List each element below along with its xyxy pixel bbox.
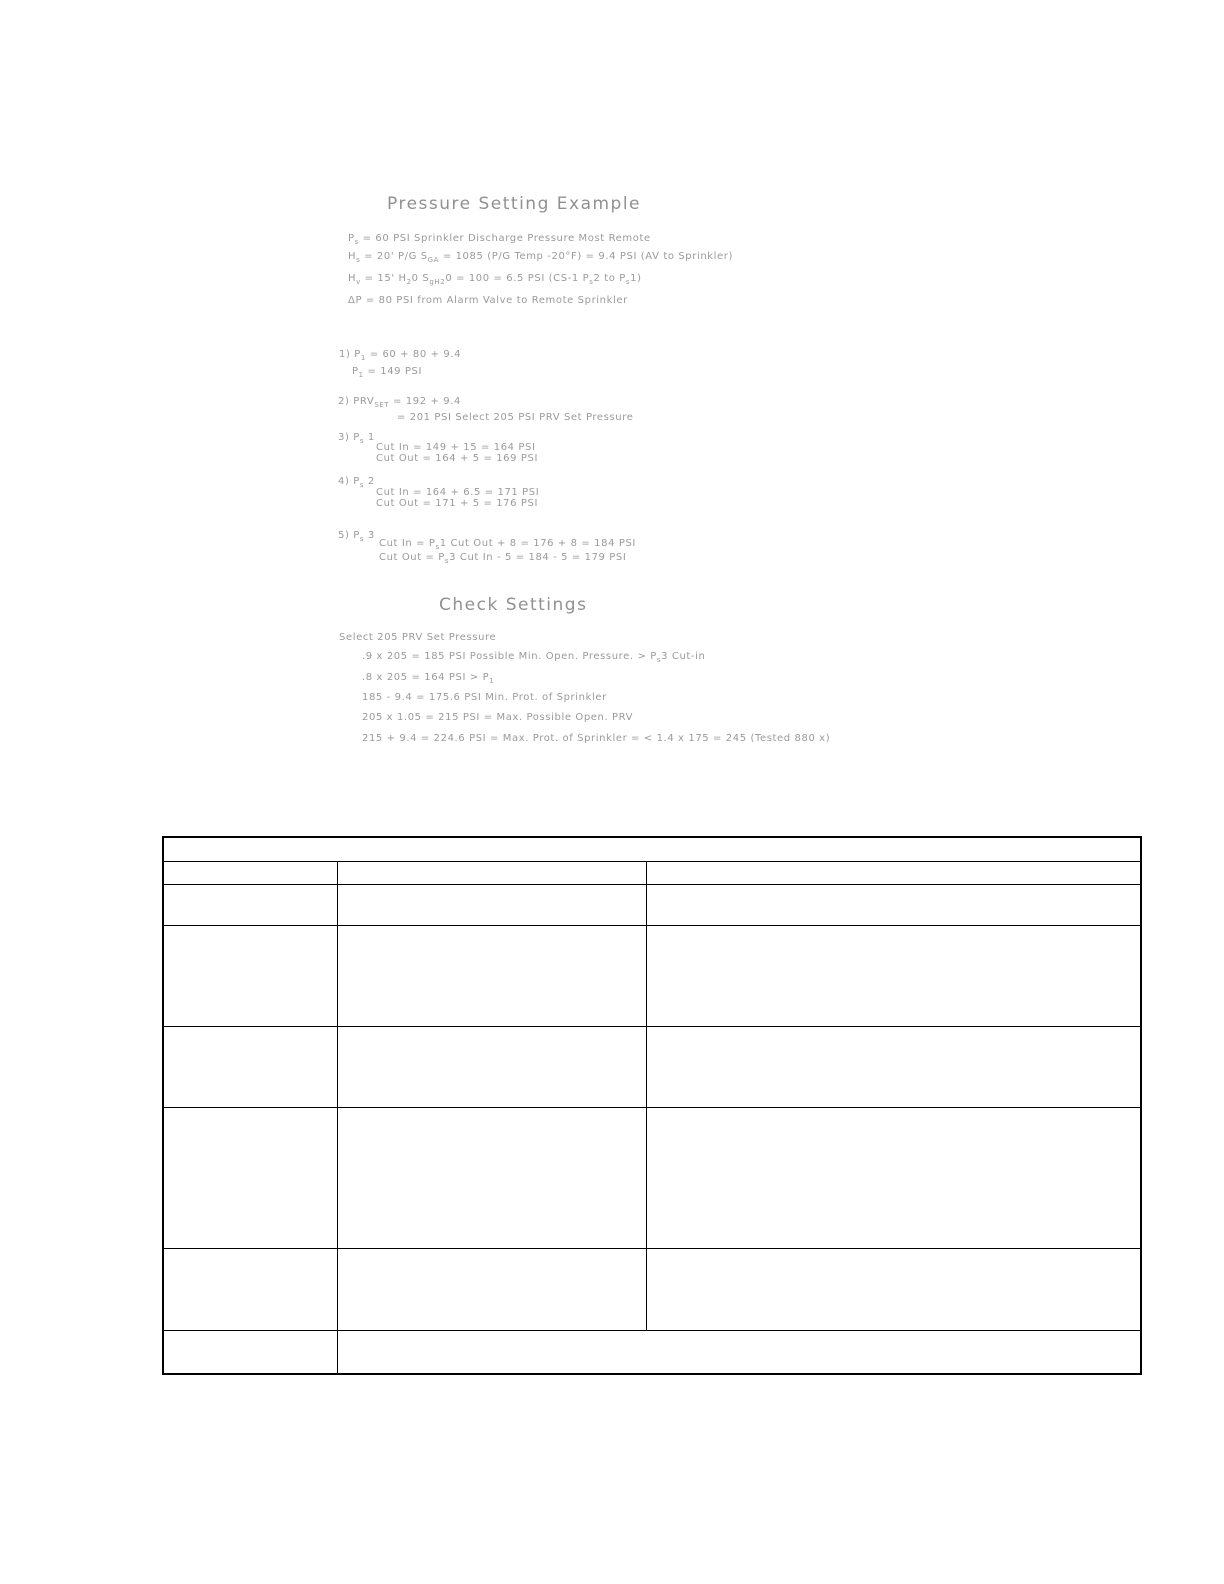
table-row-divider (164, 861, 1140, 862)
step-3: 3) $P_s$ 1 (338, 432, 375, 445)
check-line-4: 205 x 1.05 = 215 PSI = Max. Possible Open. PRV (362, 712, 634, 723)
step-5: 5) $P_s$ 3 (338, 530, 375, 543)
step-3-cut-out: Cut Out = 164 + 5 = 169 PSI (376, 453, 539, 464)
check-intro: Select 205 PRV Set Pressure (339, 632, 497, 643)
step-2b: = 201 PSI Select 205 PSI PRV Set Pressure (397, 412, 634, 423)
step-5-cut-out: Cut Out = $P_s3$ Cut In - 5 = 184 - 5 = 179 PSI (379, 552, 627, 565)
step-4-cut-out: Cut Out = 171 + 5 = 176 PSI (376, 498, 539, 509)
empty-table (162, 836, 1142, 1375)
step-2a: 2) $PRV_{SET} = 192 + 9.4$ (338, 396, 461, 409)
table-col-divider (646, 861, 647, 1330)
table-row-divider (164, 1026, 1140, 1027)
step-1b: $P_1 = 149$ PSI (352, 366, 423, 379)
check-title: Check Settings (439, 595, 588, 615)
table-row-divider (164, 884, 1140, 885)
table-row-divider (164, 1107, 1140, 1108)
check-line-3: 185 - 9.4 = 175.6 PSI Min. Prot. of Sprinkler (362, 692, 607, 703)
given-ps: $P_s = 60$ PSI Sprinkler Discharge Pressure Most Remote (348, 233, 651, 246)
step-1a: 1) $P_1 = 60 + 80 + 9.4$ (339, 349, 462, 362)
check-line-2: .8 x 205 = 164 PSI > $P_1$ (362, 672, 495, 685)
table-row-divider (164, 1330, 1140, 1331)
given-hv: $H_v = 15'$ $H_20$ $S_{gH2}0 = 100 = 6.5$ PSI (CS-1 $P_s2$ to $P_s1$) (348, 273, 642, 286)
table-col-divider (337, 861, 338, 1373)
given-hs: $H_s = 20'$ P/G $S_{GA} = 1085$ (P/G Temp -20°F) = 9.4 PSI (AV to Sprinkler) (348, 251, 733, 264)
check-line-5: 215 + 9.4 = 224.6 PSI = Max. Prot. of Sprinkler = < 1.4 x 175 = 245 (Tested 880 x) (362, 733, 831, 744)
step-4-cut-in: Cut In = 164 + 6.5 = 171 PSI (376, 487, 540, 498)
table-row-divider (164, 925, 1140, 926)
table-row-divider (164, 1248, 1140, 1249)
step-5-cut-in: Cut $In = P_s1$ Cut Out + 8 = 176 + 8 = 184 PSI (379, 538, 636, 551)
example-title: Pressure Setting Example (387, 194, 642, 214)
step-4: 4) $P_s$ 2 (338, 476, 375, 489)
given-dp: ΔP = 80 PSI from Alarm Valve to Remote Sprinkler (348, 295, 628, 306)
step-3-cut-in: Cut In = 149 + 15 = 164 PSI (376, 442, 536, 453)
check-line-1: .9 x 205 = 185 PSI Possible Min. Open. Pressure. > $P_s3$ Cut-in (362, 651, 706, 664)
